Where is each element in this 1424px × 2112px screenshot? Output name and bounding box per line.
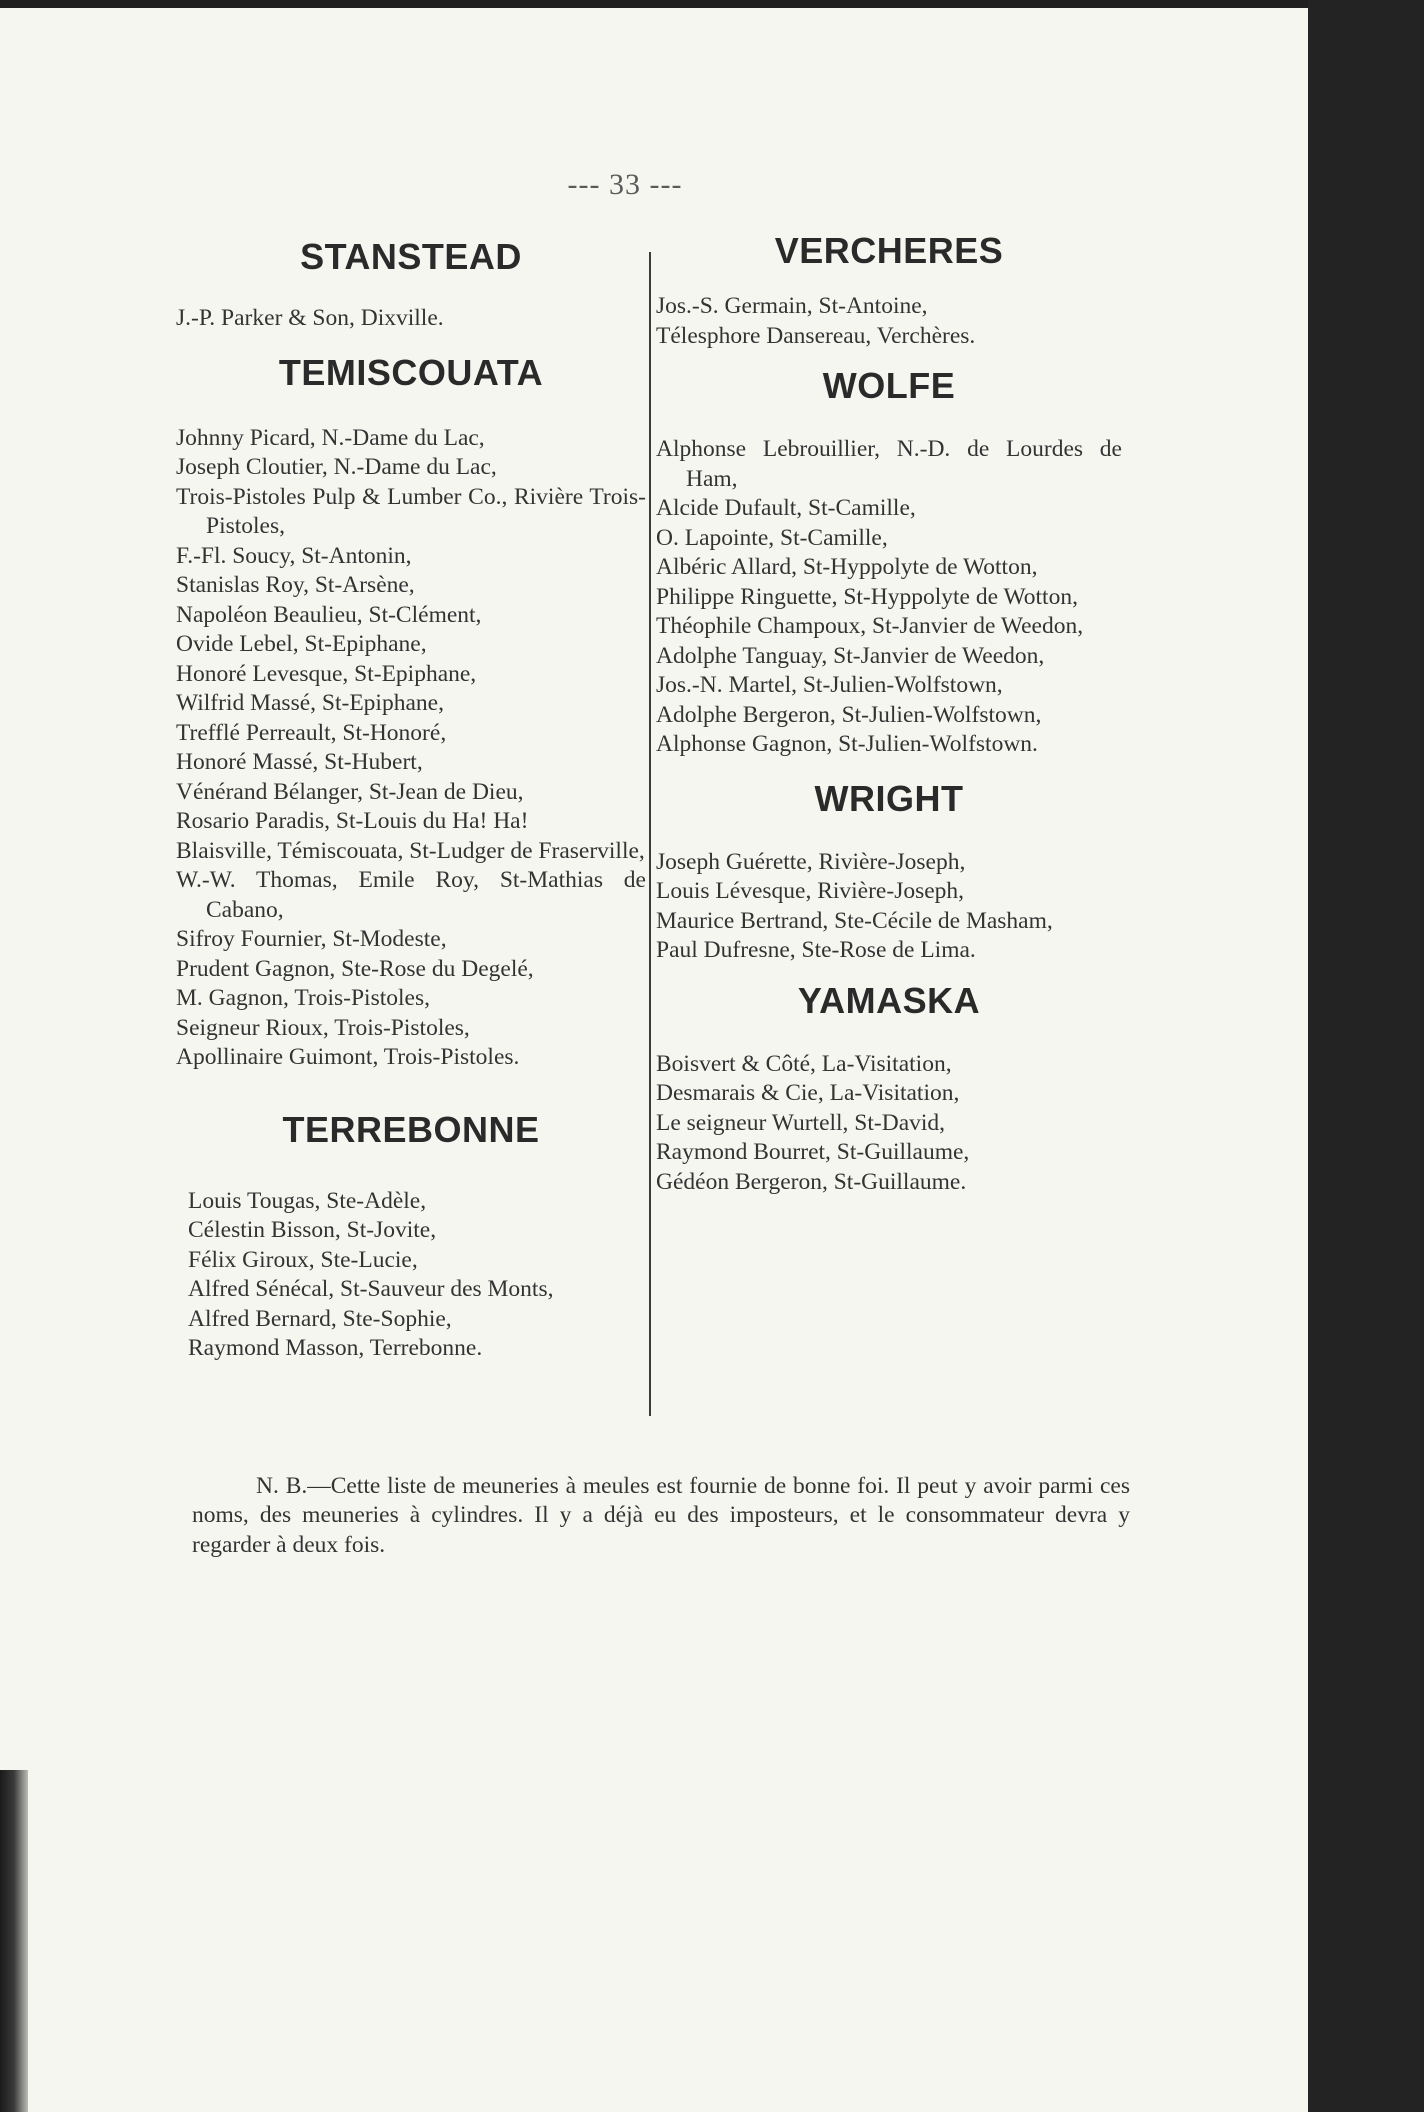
list-item: Célestin Bisson, St-Jovite,: [188, 1217, 437, 1243]
right-column: [656, 230, 1122, 1197]
list-item: Seigneur Rioux, Trois-Pistoles,: [176, 1014, 470, 1041]
section-heading: VERCHERES: [774, 230, 1004, 271]
list-item: Wilfrid Massé, St-Epiphane,: [176, 690, 444, 716]
section-heading: WRIGHT: [814, 777, 964, 819]
footnote: N. B.—Cette liste de meuneries à meules est fournie de bonne foi. Il peut y avoir parmi ces noms, des meuneries à cylindres. Il y a déjà eu des imposteurs, et le consommateur devra y regarder à deux fois.: [192, 1472, 1130, 1558]
page: [0, 8, 1308, 2112]
list-item: Rosario Paradis, St-Louis du Ha! Ha!: [176, 808, 529, 834]
entry-list: [656, 848, 1122, 966]
list-item: Joseph Cloutier, N.-Dame du Lac,: [176, 454, 497, 480]
list-item: Joseph Guérette, Rivière-Joseph,: [656, 848, 966, 875]
entry-list: [656, 1050, 1122, 1198]
list-item: Jos.-N. Martel, St-Julien-Wolfstown,: [656, 672, 1003, 698]
list-item: M. Gagnon, Trois-Pistoles,: [176, 985, 430, 1011]
entry-list: [176, 304, 646, 334]
list-item: F.-Fl. Soucy, St-Antonin,: [176, 542, 412, 569]
entry-list: [176, 424, 646, 1073]
section-heading: TEMISCOUATA: [278, 351, 544, 393]
list-item: O. Lapointe, St-Camille,: [656, 524, 888, 551]
list-item: Stanislas Roy, St-Arsène,: [176, 572, 415, 598]
list-item: Gédéon Bergeron, St-Guillaume.: [656, 1168, 967, 1195]
list-item: Raymond Bourret, St-Guillaume,: [656, 1139, 970, 1165]
section-heading: WOLFE: [822, 365, 956, 406]
list-item: Louis Lévesque, Rivière-Joseph,: [656, 878, 965, 904]
list-item: Vénérand Bélanger, St-Jean de Dieu,: [176, 778, 524, 805]
list-item: Blaisville, Témiscouata, St-Ludger de Fraserville,: [176, 837, 645, 864]
scan-border: [1308, 0, 1424, 2112]
list-item: Ovide Lebel, St-Epiphane,: [176, 631, 427, 657]
list-item: Albéric Allard, St-Hyppolyte de Wotton,: [656, 554, 1038, 580]
column-divider: [649, 252, 651, 1416]
section-heading: YAMASKA: [797, 979, 981, 1021]
section-terrebonne: [176, 1109, 646, 1364]
list-item: Philippe Ringuette, St-Hyppolyte de Wotton,: [656, 583, 1078, 610]
list-item: Trois-Pistoles Pulp & Lumber Co., Rivière Trois-Pistoles,: [176, 483, 646, 539]
section-vercheres: [656, 230, 1122, 351]
list-item: Alphonse Lebrouillier, N.-D. de Lourdes de Ham,: [656, 436, 1122, 492]
section-heading: TERREBONNE: [282, 1108, 540, 1150]
list-item: Adolphe Bergeron, St-Julien-Wolfstown,: [656, 701, 1042, 728]
list-item: W.-W. Thomas, Emile Roy, St-Mathias de Cabano,: [176, 867, 646, 923]
list-item: Desmarais & Cie, La-Visitation,: [656, 1080, 960, 1106]
entry-list: [656, 292, 1122, 351]
list-item: Félix Giroux, Ste-Lucie,: [188, 1246, 418, 1273]
list-item: Boisvert & Côté, La-Visitation,: [656, 1050, 952, 1077]
section-wolfe: [656, 365, 1122, 760]
list-item: Alphonse Gagnon, St-Julien-Wolfstown.: [656, 731, 1038, 757]
list-item: Prudent Gagnon, Ste-Rose du Degelé,: [176, 955, 534, 982]
list-item: Honoré Massé, St-Hubert,: [176, 749, 423, 775]
list-item: Le seigneur Wurtell, St-David,: [656, 1109, 946, 1136]
list-item: Télesphore Dansereau, Verchères.: [656, 322, 976, 349]
section-heading: STANSTEAD: [300, 236, 522, 277]
list-item: Alfred Sénécal, St-Sauveur des Monts,: [188, 1276, 554, 1302]
entry-list: [656, 435, 1122, 760]
list-item: Jos.-S. Germain, St-Antoine,: [656, 293, 928, 319]
list-item: Honoré Levesque, St-Epiphane,: [176, 660, 477, 687]
binding-edge: [0, 1770, 28, 2112]
list-item: Trefflé Perreault, St-Honoré,: [176, 719, 447, 746]
list-item: Maurice Bertrand, Ste-Cécile de Masham,: [656, 907, 1053, 934]
list-item: Sifroy Fournier, St-Modeste,: [176, 926, 447, 952]
section-stanstead: [176, 236, 646, 334]
entry-list: [176, 1187, 646, 1364]
list-item: Louis Tougas, Ste-Adèle,: [188, 1187, 427, 1214]
list-item: J.-P. Parker & Son, Dixville.: [176, 305, 444, 331]
list-item: Johnny Picard, N.-Dame du Lac,: [176, 424, 485, 451]
left-column: [176, 236, 646, 1364]
list-item: Alfred Bernard, Ste-Sophie,: [188, 1305, 452, 1332]
list-item: Alcide Dufault, St-Camille,: [656, 495, 916, 521]
list-item: Napoléon Beaulieu, St-Clément,: [176, 601, 482, 628]
list-item: Théophile Champoux, St-Janvier de Weedon,: [656, 613, 1084, 639]
section-temiscouata: [176, 352, 646, 1073]
section-yamaska: [656, 980, 1122, 1198]
list-item: Paul Dufresne, Ste-Rose de Lima.: [656, 937, 976, 963]
page-number: --- 33 ---: [567, 168, 683, 201]
section-wright: [656, 778, 1122, 966]
list-item: Apollinaire Guimont, Trois-Pistoles.: [176, 1044, 520, 1070]
list-item: Raymond Masson, Terrebonne.: [188, 1335, 483, 1361]
list-item: Adolphe Tanguay, St-Janvier de Weedon,: [656, 642, 1045, 669]
